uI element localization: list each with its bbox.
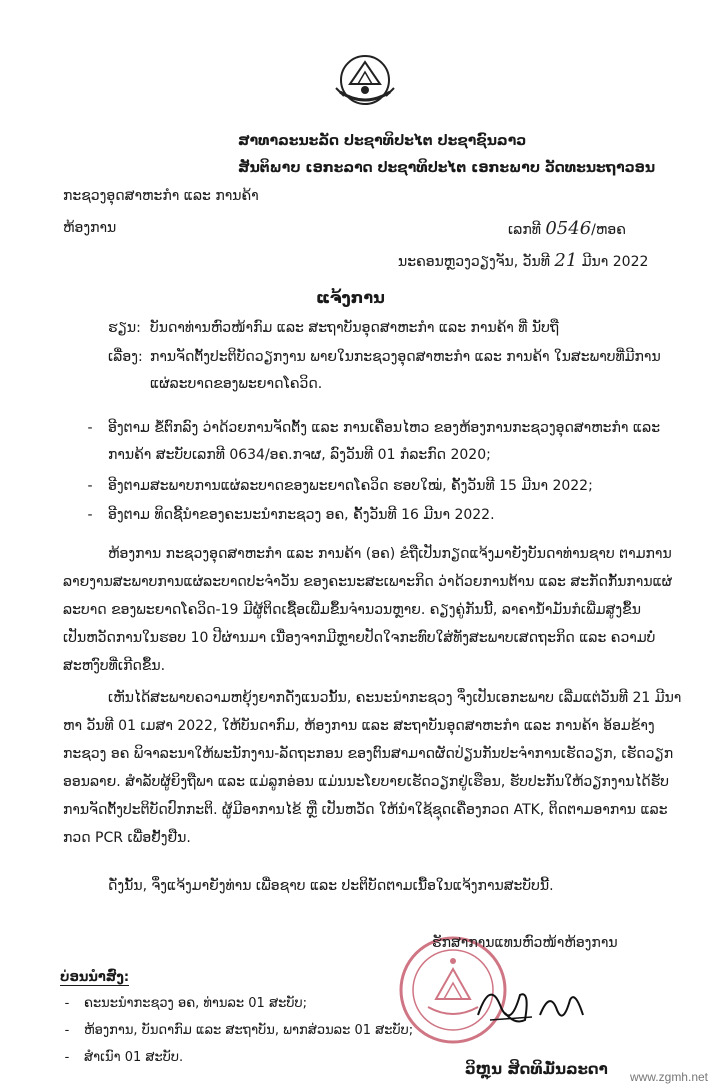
para3: ດັ່ງນັ້ນ, ຈຶ່ງແຈ້ງມາຍັງທ່ານ ເພື່ອຊາບ ແລະ ປະຕິບັດຕາມເນື້ອໃນແຈ້ງການສະບັບນີ້. — [108, 878, 554, 894]
para2-line-2: ຫາ ວັນທີ 01 ເມສາ 2022, ໃຫ້ບັນດາກົມ, ຫ້ອງການ ແລະ ສະຖາບັນອຸດສາຫະກຳ ແລະ ການຄ້າ ອ້ອມຂ້າງ — [63, 718, 655, 734]
bullet-marker: - — [87, 507, 93, 523]
recipient-item-1: ຄະນະນຳກະຊວງ ອຄ, ທ່ານລະ 01 ສະບັບ; — [84, 996, 307, 1011]
bullet-marker: - — [87, 420, 93, 436]
national-emblem-icon — [330, 50, 400, 112]
bullet-marker: - — [64, 1023, 70, 1038]
para2-line-1: ເຫັນໄດ້ສະພາບຄວາມຫຍຸ້ງຍາກດັ່ງແນວນັ້ນ, ຄະນະນຳກະຊວງ ຈຶ່ງເປັນເອກະພາບ ເລີ່ມແຕ່ວັນທີ 21 ມີນາ — [108, 690, 682, 706]
office-name: ຫ້ອງການ — [63, 220, 117, 236]
country-name: ສາທາລະນະລັດ ປະຊາທິປະໄຕ ປະຊາຊົນລາວ — [238, 133, 527, 149]
subject-line-1: ການຈັດຕັ້ງປະຕິບັດວຽກງານ ພາຍໃນກະຊວງອຸດສາຫະກຳ ແລະ ການຄ້າ ໃນສະພາບທີ່ມີການ — [150, 349, 661, 365]
para2-line-5: ການຈັດຕັ້ງປະຕິບັດປົກກະຕິ. ຜູ້ມີອາການໄຂ້ ຫຼື ເປັນຫວັດ ໃຫ້ນຳໃຊ້ຊຸດເຄື່ອງກວດ ATK, ຕິດຕາມອາການ ແລະ — [63, 802, 668, 818]
addressee-label: ຮຽນ: — [108, 320, 141, 336]
para1-line-2: ລາຍງານສະພາບການແຜ່ລະບາດປະຈຳວັນ ຂອງຄະນະສະເພາະກິດ ວ່າດ້ວຍການຕ້ານ ແລະ ສະກັດກັ້ນການແຜ່ — [63, 574, 673, 590]
recipient-item-2: ຫ້ອງການ, ບັນດາກົມ ແລະ ສະຖາບັນ, ພາກສ່ວນລະ 01 ສະບັບ; — [84, 1023, 414, 1038]
document-number — [508, 218, 626, 239]
para1-line-1: ຫ້ອງການ ກະຊວງອຸດສາຫະກຳ ແລະ ການຄ້າ (ອຄ) ຂໍຖືເປັນກຽດແຈ້ງມາຍັງບັນດາທ່ານຊາບ ຕາມການ — [108, 546, 672, 562]
reference-2: ອີງຕາມສະພາບການແຜ່ລະບາດຂອງພະຍາດໂຄວິດ ຮອບໃໝ່, ຄັ້ງວັນທີ 15 ມີນາ 2022; — [108, 478, 593, 494]
number-suffix: /ຫອຄ — [591, 222, 626, 238]
recipients-label: ບ່ອນນຳສົ່ງ: — [60, 970, 130, 985]
date-day: 21 — [554, 250, 578, 271]
bullet-marker: - — [87, 478, 93, 494]
para1-line-4: ເປັນຫວັດການໃນຮອບ 10 ປີຜ່ານມາ ເນື່ອງຈາກມີຫຼາຍປັດໃຈກະທົບໃສ່ທັງສະພາບເສດຖະກິດ ແລະ ຄວາມບໍ່ — [63, 630, 656, 646]
date-month-year: ມີນາ 2022 — [581, 254, 649, 270]
number-label: ເລກທີ — [508, 222, 541, 238]
subject-label: ເລື່ອງ: — [108, 349, 143, 365]
para2-line-3: ກະຊວງ ອຄ ພິຈາລະນາໃຫ້ພະນັກງານ-ລັດຖະກອນ ຂອງຕົນສາມາດຜັດປ່ຽນກັນປະຈຳການເຮັດວຽກ, ເຮັດວຽກ — [63, 746, 674, 762]
recipient-item-3: ສຳເນົາ 01 ສະບັບ. — [84, 1050, 184, 1065]
notice-title: ແຈ້ງການ — [316, 288, 385, 307]
signature-mark-icon — [470, 975, 540, 1030]
reference-1-line-1: ອີງຕາມ ຂໍ້ຕົກລົງ ວ່າດ້ວຍການຈັດຕັ້ງ ແລະ ການເຄື່ອນໄຫວ ຂອງຫ້ອງການກະຊວງອຸດສາຫະກຳ ແລະ — [108, 420, 661, 436]
bullet-marker: - — [64, 996, 70, 1011]
signature-mark-icon — [535, 985, 590, 1030]
para2-line-4: ອອນລາຍ. ສຳລັບຜູ້ຍິງຖືພາ ແລະ ແມ່ລູກອ່ອນ ແມ່ນນະໂຍບາຍເຮັດວຽກຢູ່ເຮືອນ, ຮັບປະກັນໃຫ້ວຽກງານໄດ້ຮັບ — [63, 774, 669, 790]
para1-line-3: ລະບາດ ຂອງພະຍາດໂຄວິດ-19 ມີຜູ້ຕິດເຊື້ອເພີ່ມຂຶ້ນຈຳນວນຫຼາຍ. ຄຽງຄູ່ກັນນີ້, ລາຄານ້ຳມັນກໍເພີ່ມສູງຂຶ້ນ — [63, 602, 641, 618]
para2-line-6: ກວດ PCR ເພື່ອຢັ້ງຢືນ. — [63, 830, 191, 846]
para1-line-5: ສະຫງົບທີ່ເກີດຂຶ້ນ. — [63, 658, 166, 674]
number-value: 0546 — [545, 218, 592, 239]
place-date — [398, 250, 648, 271]
subject-line-2: ແຜ່ລະບາດຂອງພະຍາດໂຄວິດ. — [150, 376, 323, 392]
addressee-text: ບັນດາທ່ານຫົວໜ້າກົມ ແລະ ສະຖາບັນອຸດສາຫະກຳ ແລະ ການຄ້າ ທີ່ ນັບຖື — [150, 320, 559, 336]
ministry-name: ກະຊວງອຸດສາຫະກຳ ແລະ ການຄ້າ — [63, 188, 259, 204]
place-date-prefix: ນະຄອນຫຼວງວຽງຈັນ, ວັນທີ — [398, 254, 550, 270]
watermark: www.zgmh.net — [629, 1070, 708, 1084]
reference-1-line-2: ການຄ້າ ສະບັບເລກທີ 0634/ອຄ.ກຈຜ, ລົງວັນທີ 01 ກໍລະກົດ 2020; — [108, 447, 491, 463]
signatory-name: ວິຫຼຸນ ສິດທິມັ່ນລະດາ — [465, 1060, 608, 1078]
signature-title: ຮັກສາການແທນຫົວໜ້າຫ້ອງການ — [432, 935, 618, 951]
bullet-marker: - — [64, 1050, 70, 1065]
reference-3: ອີງຕາມ ທິດຊີ້ນຳຂອງຄະນະນຳກະຊວງ ອຄ, ຄັ້ງວັນທີ 16 ມີນາ 2022. — [108, 507, 495, 523]
national-motto: ສັນຕິພາບ ເອກະລາດ ປະຊາທິປະໄຕ ເອກະພາບ ວັດທະນະຖາວອນ — [238, 160, 656, 176]
